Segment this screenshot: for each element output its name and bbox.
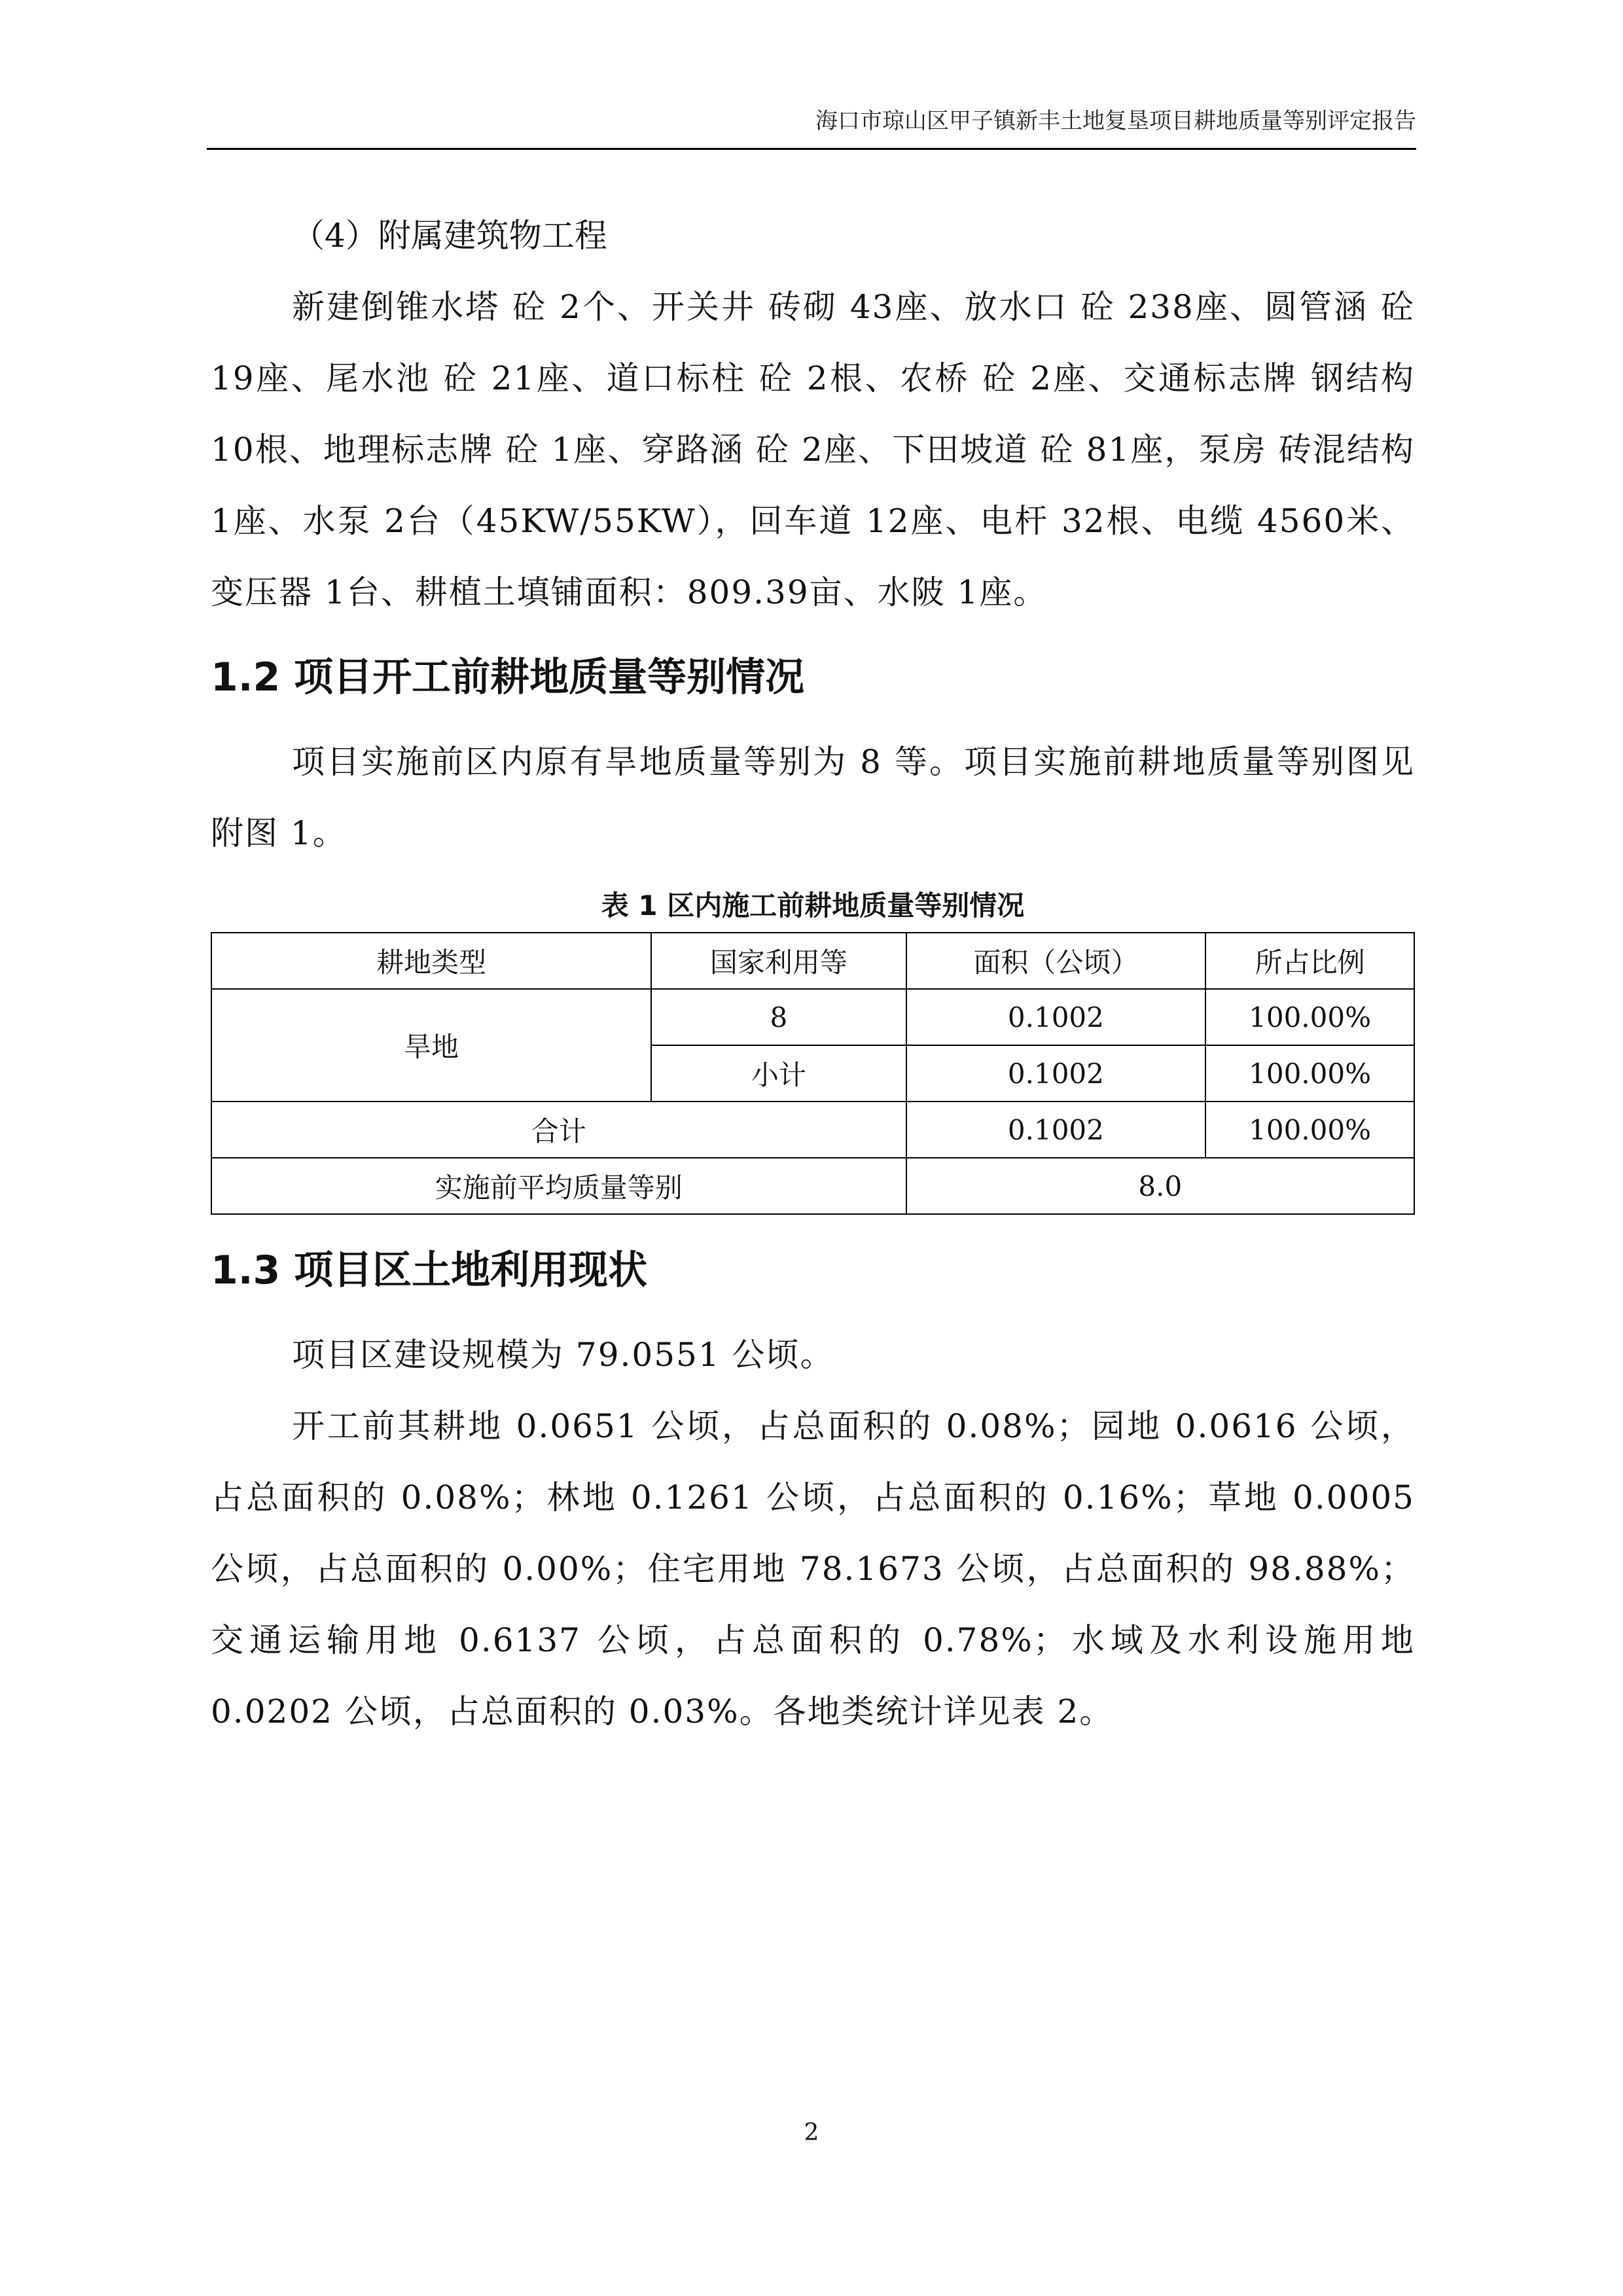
percent-cell: 100.00%: [1205, 1045, 1414, 1102]
table-1: [211, 932, 1415, 1215]
average-label-cell: 实施前平均质量等别: [211, 1158, 906, 1214]
page-header: 海口市琼山区甲子镇新丰土地复垦项目耕地质量等别评定报告: [815, 108, 1416, 134]
grade-cell: 8: [651, 989, 906, 1045]
table-1-caption: 表 1 区内施工前耕地质量等别情况: [601, 889, 1025, 922]
area-cell: 0.1002: [906, 989, 1206, 1045]
average-value-cell: 8.0: [906, 1158, 1414, 1214]
section-heading-1-2: 1.2 项目开工前耕地质量等别情况: [211, 655, 805, 700]
land-type-cell: 旱地: [211, 989, 651, 1102]
document-body: [211, 200, 1415, 1748]
table-row: [211, 989, 1414, 1045]
area-cell: 0.1002: [906, 1045, 1206, 1102]
table-total-row: [211, 1102, 1414, 1158]
table-header-row: [211, 933, 1414, 989]
section-heading-1-3: 1.3 项目区土地利用现状: [211, 1247, 648, 1293]
paragraph-ancillary-buildings: 新建倒锥水塔 砼 2个、开关井 砖砌 43座、放水口 砼 238座、圆管涵 砼 19座、尾水池 砼 21座、道口标柱 砼 2根、农桥 砼 2座、交通标志牌 钢结构 10根、地理标志牌 砼 1座、穿路涵 砼 2座、下田坡道 砼 81座，泵房 砖混结构 1座、水泵 2台（45KW/55KW），回车道 12座、电杆 32根、电缆 4560米、变压器 1台、耕植土填铺面积：809.39亩、水陂 1座。: [211, 288, 1415, 611]
paragraph-project-scale: 项目区建设规模为 79.0551 公顷。: [292, 1336, 834, 1374]
grade-cell: 小计: [651, 1045, 906, 1102]
percent-cell: 100.00%: [1205, 989, 1414, 1045]
table-header-cell: 所占比例: [1205, 933, 1414, 989]
table-header-cell: 国家利用等: [651, 933, 906, 989]
paragraph-quality-before: 项目实施前区内原有旱地质量等别为 8 等。项目实施前耕地质量等别图见附图 1。: [211, 743, 1415, 852]
table-header-cell: 耕地类型: [211, 933, 651, 989]
table-header-cell: 面积（公顷）: [906, 933, 1206, 989]
paragraph-land-use-breakdown: 开工前其耕地 0.0651 公顷，占总面积的 0.08%；园地 0.0616 公顷，占总面积的 0.08%；林地 0.1261 公顷，占总面积的 0.16%；草地 0.0005 公顷，占总面积的 0.00%；住宅用地 78.1673 公顷，占总面积的 98.88%；交通运输用地 0.6137 公顷，占总面积的 0.78%；水域及水利设施用地 0.0202 公顷，占总面积的 0.03%。各地类统计详见表 2。: [211, 1407, 1415, 1731]
total-area-cell: 0.1002: [906, 1102, 1206, 1158]
page-number: 2: [804, 2119, 819, 2146]
table-average-row: [211, 1158, 1414, 1214]
subheading-ancillary-buildings: （4）附属建筑物工程: [292, 217, 607, 255]
header-rule: [207, 148, 1416, 150]
total-label-cell: 合计: [211, 1102, 906, 1158]
total-percent-cell: 100.00%: [1205, 1102, 1414, 1158]
